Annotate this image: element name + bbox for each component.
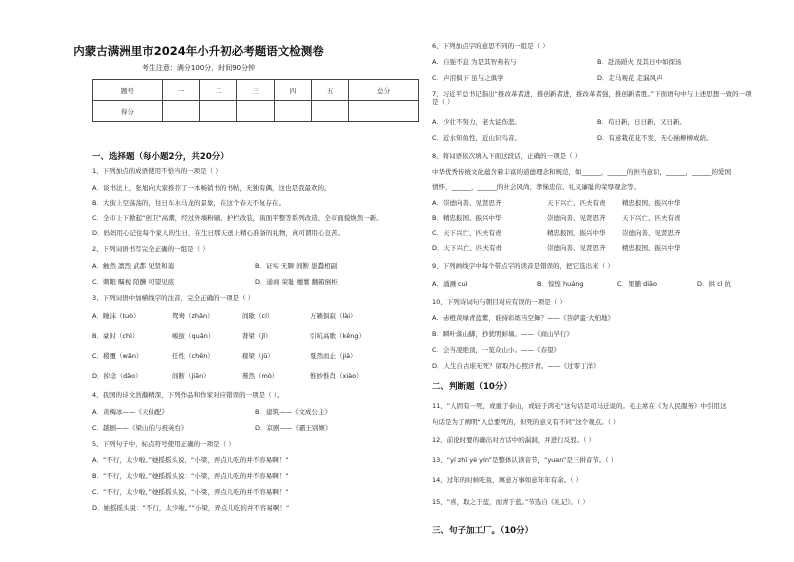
question-stem: 8、将词语依次填入下面这段话，正确的一项是（ ）: [432, 152, 582, 160]
option: C．“不行，太少啦，”她摇摇头说，“小梁，弄点儿吃的并不容易啊！”: [92, 488, 289, 496]
judgement-item: 14、过年的时候吃鱼，寓意万事如意年年有余。（ ）: [432, 476, 583, 484]
question-stem: 9、下列画线字中每个带点字的读音是错误的，把它选出来（ ）: [432, 262, 614, 270]
option: 崇德向善、见贤思齐: [547, 244, 606, 252]
option: 峻拔（quān）: [172, 332, 215, 340]
option: 蓦然（mò）: [242, 372, 279, 380]
option: B．瞬叶落山脚，抄犹明蚌墙。——《商山早行》: [432, 330, 573, 338]
score-table-row: [93, 80, 419, 101]
question-stem: 3、下列词语中加横线字的注音，完全正确的一项是（ ）: [92, 294, 255, 302]
option: D．她摇摇头说：“不行，太少啦。”“小梁，弄点儿吃的并不容易啊！”: [92, 504, 290, 512]
option: C．声泪俱下 虽与之俱学: [432, 74, 504, 82]
option: 稼梁（jǔ）: [242, 352, 274, 360]
option: D．人生自古谁无死？留取丹心照汗青。——《过零丁洋》: [432, 362, 600, 370]
option: 天下兴亡、匹夫有责: [547, 199, 606, 207]
judgement-item: 12、前论时要的确出对方话中的漏洞，并进行反驳。（ ）: [432, 436, 596, 444]
option: A．睡沫（tuò）: [92, 312, 140, 320]
option: A．赤橙黄绿青蓝紫，谁持彩练当空舞？——《菩萨蛮·大柏地》: [432, 314, 615, 322]
question-stem: 10、下列诗词句与朝目对应有误的一项是（ ）: [432, 298, 566, 306]
option: A．触然 凛烈 武都 见贤和蔼: [92, 262, 175, 270]
question-stem: 1、下列加点的成语使用不恰当的一项是（ ）: [92, 167, 222, 175]
passage-line: 情怀，______，______的社会风尚，孝悌忠信、礼义廉耻的荣辱观念等。: [432, 183, 640, 191]
option: B．苟日新，日日新，又日新。: [597, 118, 686, 126]
option: 间歇（cí）: [242, 312, 274, 320]
question-stem: 7、习近平总书记指出“推改革者进，推创新者进，推改革者强，推创新者胜。”下面语句中与上述思想一致的一项是（ ）: [432, 90, 752, 106]
option: A．崇德向善、见贤思齐: [432, 199, 502, 207]
option: A．涌溅 cuì: [432, 280, 468, 288]
option: C．近水知鱼性，近山识鸟音。: [432, 134, 522, 142]
question-stem: 4、我国的诗文浩瀚精深，下列作品和作家对应错误的一项是（ ）。: [92, 391, 284, 399]
score-header-cell: 三: [237, 80, 274, 101]
option: 精忠报国、振兴中华: [547, 229, 606, 237]
question-stem: 6、下列加点字的意思不同的一组是（ ）: [432, 42, 549, 50]
judgement-item: 15、“喜，取之于蓝，而青于蓝。”节选自《礼记》。（ ）: [432, 498, 589, 506]
option: A．谈书法上，张旭向大家推荐了一本畅销书的书帖，无独有偶，这也是我最欢的。: [92, 184, 331, 192]
score-cell[interactable]: [200, 101, 237, 122]
option: 肾梁（jǐ）: [242, 332, 272, 340]
option: 崇德向善、见贤思齐: [547, 214, 606, 222]
option: 天下兴亡、匹夫有责: [622, 214, 681, 222]
option: 万籁俱寂（lài）: [310, 312, 357, 320]
option: 间断（jiān）: [172, 372, 210, 380]
option: C．会当凌绝顶，一览众山小。——《春望》: [432, 346, 561, 354]
score-table: [92, 79, 419, 122]
option: C．稷覆（wān）: [92, 352, 143, 360]
option: C．刺眼 瞩视 陌酬 可望见底: [92, 278, 175, 286]
score-cell[interactable]: [162, 101, 199, 122]
option: 崇德向善、见贤思齐: [622, 229, 681, 237]
judgement-item: 句话是为了阐明“人总要死的，但死的意义有不同”这个观点。（ ）: [432, 418, 620, 426]
section-heading: 二、判断题（10分）: [432, 382, 512, 392]
option: 精忠报国、振兴中华: [622, 244, 681, 252]
option: D．通商 荣耻 穗薯 翻箱倒柜: [255, 278, 338, 286]
option: A．“不行，太少啦。”她摇摇头说，“小梁，弄点儿吃的并不容易啊！”: [92, 456, 289, 464]
score-table-row: [93, 101, 419, 122]
score-header-cell: 题号: [93, 80, 163, 101]
section-heading: 一、选择题（每小题2分，共20分）: [92, 152, 229, 162]
option: 引吭高歌（kēng）: [310, 332, 366, 340]
option: D．有意栽花花不发，无心插柳柳成荫。: [597, 134, 713, 142]
option: D．妈妈用心记住每个家人的生日，在生日那天送上精心准备的礼物，真可谓用心良苦。: [92, 229, 345, 237]
option: B．惊惶 huáng: [537, 280, 584, 288]
option: B．精忠报国、振兴中华: [432, 214, 502, 222]
option: C．天下兴亡、匹夫有责: [432, 229, 502, 237]
option: C．果脯 diāo: [617, 280, 657, 288]
option: D．走马观花 走漏风声: [597, 74, 663, 82]
option: A．黄梅冰——《天仙配》: [92, 408, 168, 416]
option: B．证实 无聊 间断 愚蠢相副: [255, 262, 338, 270]
passage-line: 中华优秀传统文化蕴含着丰富的道德理念和规范，如______，______的担当意识，______，______的爱国: [432, 168, 731, 176]
score-header-cell: 二: [200, 80, 237, 101]
option: 惟妙惟肖（xiào）: [310, 372, 363, 380]
option: B．“不行，太少啦。”她摇摇头说：“小梁，弄点儿吃的并不容易啊！”: [92, 472, 289, 480]
option: D．拱 cì 抗: [697, 280, 732, 288]
option: B．赴汤蹈火 及其日中如探汤: [597, 58, 682, 66]
option: B．建筑——《文成公主》: [255, 408, 331, 416]
judgement-item: 13、“yí zhī yè yín”是整体认读音节，“yuan”是三拼音节。（ ）: [432, 456, 618, 464]
option: A．少壮不努力，老大徒伤悲。: [432, 118, 521, 126]
score-cell[interactable]: [274, 101, 311, 122]
option: 精忠报国、振兴中华: [622, 199, 681, 207]
question-stem: 2、下列词语书写完全正确的一组是（ ）: [92, 245, 209, 253]
score-cell[interactable]: [349, 101, 419, 122]
option: 戛然而止（jiá）: [310, 352, 357, 360]
question-stem: 5、下列句子中，标点符号使用正确的一项是（ ）: [92, 440, 235, 448]
section-heading: 三、句子加工厂。（10分）: [432, 526, 534, 536]
score-header-cell: 五: [311, 80, 348, 101]
score-header-cell: 总分: [349, 80, 419, 101]
option: B．豪时（chì）: [92, 332, 139, 340]
option: C．越剧——《梁山伯与祝英台》: [92, 424, 188, 432]
score-header-cell: 四: [274, 80, 311, 101]
judgement-item: 11、“人固有一死，或重于泰山，或轻于鸿毛”这句话是司马迁说的。毛主席在《为人民服务》中引用这: [432, 402, 727, 410]
score-cell[interactable]: [237, 101, 274, 122]
option: D．掉念（dāo）: [92, 372, 142, 380]
option: 任性（chēn）: [172, 352, 214, 360]
option: C．全市上下掀起“创卫”高潮，经过外墙粉刷、护栏改装，街面平整等系列改造，全市面貌焕然一新。: [92, 214, 383, 222]
score-cell: 得分: [93, 101, 163, 122]
option: A．自强不息 为是其智弗若与: [432, 58, 517, 66]
score-header-cell: 一: [162, 80, 199, 101]
exam-note: 考生注意：满分100分，时间90分钟: [141, 64, 256, 72]
page-title: 内蒙古满洲里市2024年小升初必考题语文检测卷: [73, 44, 324, 58]
score-cell[interactable]: [311, 101, 348, 122]
option: D．京剧——《霸王别姬》: [255, 424, 332, 432]
option: 鸳鸯（zhān）: [172, 312, 214, 320]
option: D．天下兴亡、匹夫有责: [432, 244, 503, 252]
option: B．大街上空荡荡的，往日车水马龙的景象，在这个春天不复存在。: [92, 199, 285, 207]
